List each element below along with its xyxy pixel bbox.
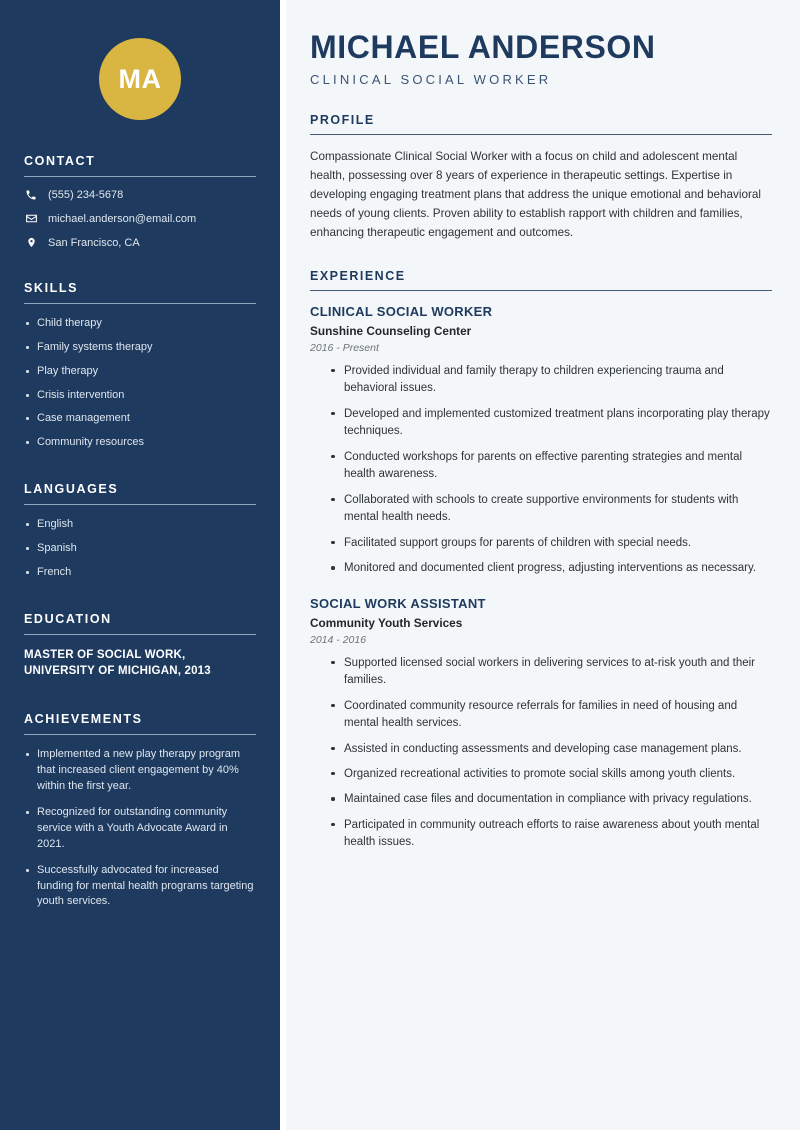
job-bullet-list xyxy=(330,655,772,852)
list-item: English xyxy=(24,517,256,532)
list-item: Conducted workshops for parents on effective parenting strategies and mental health awareness. xyxy=(330,449,772,484)
list-item: Maintained case files and documentation in compliance with privacy regulations. xyxy=(330,791,772,808)
contact-row-location[interactable] xyxy=(24,236,256,249)
sidebar-section-education xyxy=(24,612,256,680)
contact-row-phone[interactable] xyxy=(24,189,256,201)
location-pin-icon xyxy=(24,236,38,249)
list-item: Recognized for outstanding community service with a Youth Advocate Award in 2021. xyxy=(24,805,256,853)
list-item: Monitored and documented client progress, adjusting interventions as necessary. xyxy=(330,560,772,577)
list-item: Crisis intervention xyxy=(24,388,256,403)
achievements-divider xyxy=(24,734,256,735)
list-item: Spanish xyxy=(24,541,256,556)
section-profile xyxy=(310,113,772,243)
skills-list xyxy=(24,316,256,450)
contact-phone-value: (555) 234-5678 xyxy=(48,189,124,201)
education-heading: EDUCATION xyxy=(24,611,112,626)
job-title-subheading: CLINICAL SOCIAL WORKER xyxy=(310,72,552,88)
list-item: Provided individual and family therapy to children experiencing trauma and behavioral issues. xyxy=(330,363,772,398)
skills-divider xyxy=(24,303,256,304)
list-item: Participated in community outreach efforts to raise awareness about youth mental health issues. xyxy=(330,817,772,852)
spacer xyxy=(24,273,256,281)
job-dates: 2014 - 2016 xyxy=(310,633,367,646)
job-company: Community Youth Services xyxy=(310,615,463,630)
languages-divider xyxy=(24,504,256,505)
skills-heading: SKILLS xyxy=(24,281,79,295)
job-company: Sunshine Counseling Center xyxy=(310,323,472,338)
profile-heading: PROFILE xyxy=(310,113,375,128)
experience-entry xyxy=(310,304,772,578)
profile-text: Compassionate Clinical Social Worker with a focus on child and adolescent mental health, possessing over 8 years of experience in therapeutic settings. Expertise in developing engaging treatment plans that address the unique emotional and behavioral needs of young clients. Proven ability to establish rapport with children and families, enhancing therapeutic engagement and outcomes. xyxy=(310,150,761,239)
list-item: Facilitated support groups for parents of children with special needs. xyxy=(330,535,772,552)
spacer xyxy=(24,704,256,712)
contact-location-value: San Francisco, CA xyxy=(48,236,140,249)
spacer xyxy=(24,604,256,612)
languages-heading: LANGUAGES xyxy=(24,482,119,497)
contact-divider xyxy=(24,176,256,177)
experience-entry xyxy=(310,596,772,852)
avatar-container xyxy=(24,0,256,154)
phone-icon xyxy=(24,189,38,201)
page-title: MICHAEL ANDERSON xyxy=(310,29,656,65)
achievements-heading: ACHIEVEMENTS xyxy=(24,711,143,726)
main-content xyxy=(286,0,800,1130)
list-item: Play therapy xyxy=(24,364,256,379)
contact-row-email[interactable] xyxy=(24,212,256,225)
job-role: CLINICAL SOCIAL WORKER xyxy=(310,303,493,319)
sidebar-section-skills xyxy=(24,281,256,450)
education-divider xyxy=(24,634,256,635)
list-item: Case management xyxy=(24,411,256,426)
list-item: French xyxy=(24,565,256,580)
avatar: MA xyxy=(99,38,181,120)
sidebar-section-contact xyxy=(24,154,256,249)
list-item: Family systems therapy xyxy=(24,340,256,355)
contact-email-value: michael.anderson@email.com xyxy=(48,212,197,225)
list-item: Child therapy xyxy=(24,316,256,331)
list-item: Organized recreational activities to promote social skills among youth clients. xyxy=(330,766,772,783)
list-item: Coordinated community resource referrals for families in need of housing and mental health services. xyxy=(330,698,772,733)
job-role: SOCIAL WORK ASSISTANT xyxy=(310,595,486,611)
list-item: Assisted in conducting assessments and developing case management plans. xyxy=(330,741,772,758)
job-dates: 2016 - Present xyxy=(310,341,379,354)
list-item: Community resources xyxy=(24,435,256,450)
experience-heading: EXPERIENCE xyxy=(310,268,406,283)
sidebar-section-achievements xyxy=(24,712,256,910)
spacer xyxy=(24,474,256,482)
section-experience xyxy=(310,269,772,852)
languages-list xyxy=(24,517,256,580)
list-item: Implemented a new play therapy program that increased client engagement by 40% within the first year. xyxy=(24,747,256,795)
job-bullet-list xyxy=(330,363,772,578)
contact-heading: CONTACT xyxy=(24,154,96,168)
education-entry: MASTER OF SOCIAL WORK, UNIVERSITY OF MICHIGAN, 2013 xyxy=(24,648,211,678)
profile-divider xyxy=(310,134,772,135)
list-item: Successfully advocated for increased funding for mental health programs targeting youth services. xyxy=(24,863,256,911)
list-item: Supported licensed social workers in delivering services to at-risk youth and their families. xyxy=(330,655,772,690)
experience-divider xyxy=(310,290,772,291)
list-item: Developed and implemented customized treatment plans incorporating play therapy techniques. xyxy=(330,406,772,441)
email-icon xyxy=(24,212,38,225)
sidebar xyxy=(0,0,280,1130)
list-item: Collaborated with schools to create supportive environments for students with mental health needs. xyxy=(330,492,772,527)
achievements-list xyxy=(24,747,256,910)
sidebar-section-languages xyxy=(24,482,256,580)
